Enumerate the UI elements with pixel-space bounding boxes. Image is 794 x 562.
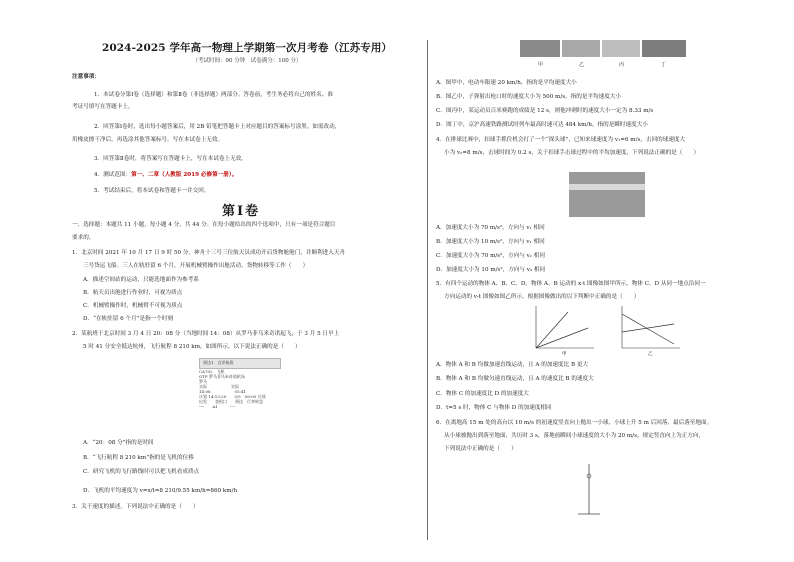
- xt-graph: [528, 302, 598, 356]
- question-6-stem: 6．在离地高 15 m 处的高台以 10 m/s 的初速度竖直向上抛出一小球，小球上升 5 m 后回落，最后落至地面。: [436, 420, 713, 426]
- column-divider: [427, 40, 428, 540]
- photo-train: [642, 40, 686, 57]
- volleyball-net: [569, 184, 645, 190]
- question-4-option-d: D．加速度大小为 10 m/s²，方向与 v₂ 相同: [436, 267, 546, 273]
- note-line: 3．回答第Ⅱ卷时，将答案写在答题卡上，写在本试卷上无效。: [94, 156, 247, 162]
- note-line: 用橡皮擦干净后，再选涂其他答案标号。写在本试卷上无效。: [72, 137, 224, 143]
- note-line: 5．考试结束后，将本试卷和答题卡一并交回。: [94, 188, 210, 194]
- note-line: 2．回答第Ⅰ卷时，选出每小题答案后，用 2B 铅笔把答题卡上对应题目的答案标号涂黑。如需改动，: [94, 124, 341, 130]
- line-c: [622, 314, 674, 344]
- question-5-option-a: A．物体 A 和 B 均做加速直线运动，且 A 的加速度比 B 更大: [436, 362, 589, 368]
- flight-info-header: 到达1 点评航班: [199, 358, 281, 369]
- graph-caption: 乙: [648, 352, 653, 356]
- question-1-option-a: A．描述空间站的运动，只能选地面作为参考系: [83, 277, 199, 283]
- flight-info-line: 计划 14:13:20 3/5 08:00 计划: [199, 394, 266, 399]
- question-4-option-c: C．加速度大小为 70 m/s²，方向与 v₂ 相同: [436, 253, 545, 259]
- question-1-stem: 三号货运飞船。三人在轨驻留 6 个月，开展机械臂操作出舱活动、货物转移等工作（ ）: [83, 263, 309, 269]
- question-2-option-a: A．“20：08 分”指的是时间: [83, 440, 154, 446]
- question-5-stem: 5．有四个运动的物体 A、B、C、D，物体 A、B 运动的 x-t 图像如图甲所示，物体 C、D 从同一地点沿同一: [436, 281, 706, 287]
- question-1-option-d: D．“在轨驻留 6 个月”是指一个时刻: [83, 316, 174, 322]
- question-4-stem: 小为 v₂=8 m/s，击球时间为 0.2 s，关于扣球手击球过程中的平均加速度，下列说法正确的是（ ）: [444, 150, 700, 156]
- right-column: [436, 0, 754, 562]
- flight-info-line: CA702 飞机: [199, 369, 225, 374]
- scope-label: 4．测试范围：: [94, 172, 132, 178]
- flight-info-line: 14:08 05:41: [199, 389, 247, 394]
- question-4-option-a: A．加速度大小为 70 m/s²，方向与 v₁ 相同: [436, 225, 545, 231]
- question-5-option-c: C．物体 C 的加速度比 D 的加速度大: [436, 391, 529, 397]
- question-3-stem: 3．关于速度的描述，下列说法中正确的是（ ）: [72, 504, 199, 510]
- question-3-option-b: B．图乙中，子弹射出枪口时的速度大小为 500 m/s，指的是平均速度大小: [436, 94, 622, 100]
- flight-info-line: 出发 登机口 到达 行李转盘: [199, 399, 263, 404]
- vt-graph: [614, 302, 684, 356]
- photo-speed-limit: [520, 40, 560, 57]
- question-3-option-a: A．图甲中，电动车限速 20 km/h，指的是平均速度大小: [436, 80, 577, 86]
- section-instructions: 要求的。: [72, 235, 95, 241]
- question-1-option-b: B．航天员出舱进行作业时，可视为质点: [83, 290, 183, 296]
- flight-info-line: OTP 罗马菲乌米奇诺机场: [199, 374, 245, 379]
- question-2-option-b: B．“飞行航程 8 210 km”指的是飞机的位移: [83, 455, 194, 461]
- question-5-option-b: B．物体 A 和 B 均做匀速直线运动，且 A 的速度比 B 的速度大: [436, 376, 594, 382]
- question-3-option-c: C．图丙中，某运动员百米赛跑的成绩是 12 s，则他冲刺时的速度大小一定为 8.33 m/s: [436, 108, 654, 114]
- question-4-option-b: B．加速度大小为 10 m/s²，方向与 v₁ 相同: [436, 239, 545, 245]
- tower-figure: [578, 458, 600, 518]
- question-6-stem: 下列说法中正确的是（ ）: [444, 446, 517, 452]
- photo-label: 乙: [579, 62, 585, 68]
- line-a: [536, 312, 568, 348]
- note-line: 考证号填写在答题卡上。: [72, 104, 134, 110]
- notes-heading: 注意事项：: [72, 74, 100, 80]
- flight-info-figure: [199, 358, 281, 422]
- section-title: 第Ⅰ卷: [222, 204, 261, 219]
- question-2-option-d: D．飞机的平均速度为 v=x/t=8 210/9.55 km/h=860 km/h: [83, 488, 238, 494]
- photo-label: 甲: [538, 62, 544, 68]
- exam-meta: （考试时间：90 分钟 试卷满分：100 分）: [192, 58, 302, 64]
- question-1-option-c: C．机械臂操作时，机械臂不可视为质点: [83, 303, 183, 309]
- question-4-stem: 4．在排球比赛中，扣球手抓住机会打了一个“探头球”，已知来球速度为 v₁=6 m/s，击回的球速度大: [436, 137, 686, 143]
- left-column: [72, 0, 422, 562]
- flight-info-line: 实际 实际: [199, 384, 239, 389]
- question-5-option-d: D．t=5 s 时，物体 C 与物体 D 的加速度相同: [436, 405, 552, 411]
- photo-label: 丙: [619, 62, 625, 68]
- photo-runner: [602, 40, 640, 57]
- question-2-stem: 5 时 41 分安全抵达杭州，飞行航程 8 210 km，如图所示，以下说法正确的是（ ）: [83, 344, 301, 350]
- page-title: 2024-2025 学年高一物理上学期第一次月考卷（江苏专用）: [101, 42, 393, 54]
- line-d: [622, 324, 674, 332]
- question-1-stem: 1．北京时间 2021 年 10 月 17 日 9 时 50 分，神舟十三号三位航天员成功开启货物舱舱门，并顺利进入天舟: [72, 250, 346, 256]
- question-2-stem: 2．某航班于北京时间 3 月 4 日 20：08 分（当地时间 14：08）从罗马菲乌米奇诺起飞，于 3 月 5 日早上: [72, 331, 340, 337]
- volleyball-photo: [569, 172, 645, 217]
- question-3-option-d: D．图丁中，京沪高速铁路测试时列车最高时速可达 484 km/h，指的是瞬时速度大小: [436, 122, 648, 128]
- test-scope: [94, 172, 237, 179]
- question-2-option-c: C．研究飞机的飞行路线时可以把飞机看成质点: [83, 469, 200, 475]
- scope-value: 第一、二章（人教版 2019 必修第一册）。: [131, 172, 238, 178]
- photo-label: 丁: [661, 62, 667, 68]
- line-b: [536, 328, 588, 348]
- section-instructions: 一、选择题：本题共 11 小题，每小题 4 分，共 44 分。在每小题给出的四个选项中，只有一项是符合题目: [72, 222, 336, 228]
- note-line: 1．本试卷分第Ⅰ卷（选择题）和第Ⅱ卷（非选择题）两部分。答卷前，考生务必将自己的姓名、准: [94, 92, 333, 98]
- question-5-stem: 方向运动的 v-t 图像如图乙所示。根据图像做出的以下判断中正确的是（ ）: [444, 294, 640, 300]
- photo-bullet: [562, 40, 600, 57]
- flight-info-line: ---- A1 ----: [199, 404, 236, 409]
- graph-caption: 甲: [562, 352, 567, 356]
- question-6-stem: 从小球被抛出到落至地面，共历时 3 s，落地前瞬间小球速度的大小为 20 m/s。规定竖直向上为正方向，: [444, 433, 705, 439]
- flight-info-line: 罗马: [199, 379, 207, 384]
